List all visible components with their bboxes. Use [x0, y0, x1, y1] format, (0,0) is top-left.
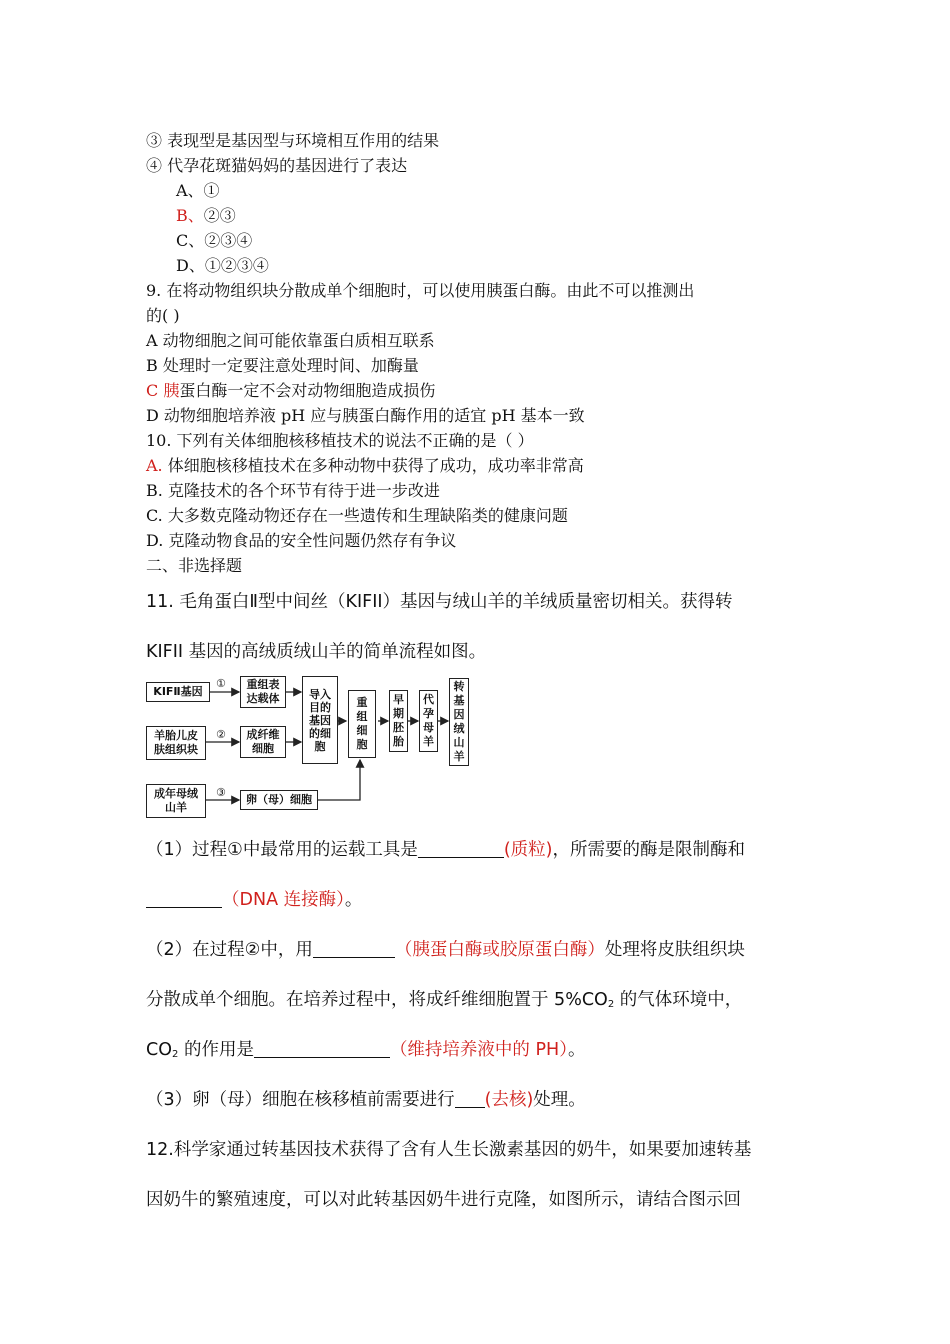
- fibroblast-line1: 成纤维: [246, 728, 280, 741]
- adult-goat-line1: 成年母绒: [154, 787, 198, 800]
- q9-option-c-rest: 蛋白酶一定不会对动物细胞造成损伤: [179, 381, 436, 400]
- adult-goat-line2: 山羊: [165, 801, 187, 814]
- q10-option-c: C. 大多数克隆动物还存在一些遗传和生理缺陷类的健康问题: [146, 506, 568, 525]
- q9-option-c-highlight: C 胰: [146, 381, 180, 400]
- option-b-text: ②③: [203, 206, 236, 225]
- surrogate-ewe-box: 代 孕 母 羊: [419, 690, 438, 752]
- statement-3: ③ 表现型是基因型与环境相互作用的结果: [146, 131, 440, 150]
- q11-part1-prefix: （1）过程①中最常用的运载工具是: [146, 840, 418, 860]
- q10-option-d: D. 克隆动物食品的安全性问题仍然存有争议: [146, 531, 457, 550]
- q11-part2-prefix: （2）在过程②中，用: [146, 940, 313, 960]
- answer-trypsin: （胰蛋白酶或胶原蛋白酶）: [394, 940, 605, 960]
- answer-blank: [313, 940, 395, 959]
- fetal-skin-box: [146, 726, 206, 760]
- q11-part1-line1: [146, 836, 745, 861]
- q11-part3-line: [146, 1086, 586, 1111]
- q11-stem-line1: 11. 毛角蛋白Ⅱ型中间丝（KIFII）基因与绒山羊的羊绒质量密切相关。获得转: [146, 592, 733, 612]
- answer-blank: [146, 890, 222, 909]
- q9-stem-line2: 的( ): [146, 306, 180, 325]
- recombinant-vector-box: [240, 676, 286, 708]
- step-1-label: ①: [216, 677, 226, 690]
- q11-part2-line2: 分散成单个细胞。在培养过程中，将成纤维细胞置于 $5\%CO_2$ 的气体环境中，: [146, 990, 743, 1010]
- q11-part2-line1: [146, 936, 745, 961]
- transgenic-goat-box: 转 基 因 绒 山 羊: [449, 678, 469, 766]
- q12-line2: 因奶牛的繁殖速度，可以对此转基因奶牛进行克隆，如图所示，请结合图示回: [146, 1190, 741, 1210]
- early-embryo-box: 早 期 胚 胎: [389, 690, 408, 752]
- option-a: A、①: [176, 181, 220, 200]
- q11-part2-line3: $CO_2$ 的作用是 （维持培养液中的 PH）。: [146, 1040, 586, 1060]
- q11-part3-prefix: （3）卵（母）细胞在核移植前需要进行: [146, 1090, 455, 1110]
- q12-line1: 12.科学家通过转基因技术获得了含有人生长激素基因的奶牛，如果要加速转基: [146, 1140, 752, 1160]
- fetal-skin-line1: 羊胎儿皮: [154, 729, 198, 742]
- q9-option-d: D 动物细胞培养液 pH 应与胰蛋白酶作用的适宜 pH 基本一致: [146, 406, 585, 425]
- q10-option-a-letter: A.: [146, 456, 163, 475]
- answer-dna-ligase: （DNA 连接酶）: [222, 890, 345, 910]
- q11-part3-suffix: 处理。: [533, 1090, 586, 1110]
- option-b: [176, 203, 236, 226]
- fibroblast-box: [240, 726, 286, 758]
- oocyte-box: 卵（母）细胞: [240, 790, 318, 810]
- fibroblast-line2: 细胞: [252, 742, 274, 755]
- kif-gene-box: KIFⅡ基因: [146, 682, 210, 702]
- option-d: D、①②③④: [176, 256, 269, 275]
- q11-part2-suffix: 处理将皮肤组织块: [604, 940, 745, 960]
- target-cell-text: 导入 目的 基因 的细 胞: [309, 687, 331, 753]
- answer-blank: [418, 840, 504, 859]
- answer-blank: [455, 1090, 485, 1109]
- recombinant-vector-line2: 达载体: [246, 692, 280, 705]
- option-b-letter: B、: [176, 206, 204, 225]
- answer-plasmid: (质粒): [503, 840, 553, 860]
- step-3-label: ③: [216, 786, 226, 799]
- q11-stem-line2: KIFII 基因的高绒质绒山羊的简单流程如图。: [146, 642, 487, 662]
- q10-option-b: B. 克隆技术的各个环节有待于进一步改进: [146, 481, 440, 500]
- q9-option-b: B 处理时一定要注意处理时间、加酶量: [146, 356, 419, 375]
- answer-blank: [254, 1040, 390, 1059]
- adult-goat-box: [146, 784, 206, 818]
- q10-stem: 10. 下列有关体细胞核移植技术的说法不正确的是（ ）: [146, 431, 534, 450]
- q11-part1-line2: [146, 886, 362, 911]
- recombinant-cell-box: 重 组 细 胞: [348, 690, 376, 758]
- statement-4: ④ 代孕花斑猫妈妈的基因进行了表达: [146, 156, 408, 175]
- q9-option-c: [146, 378, 435, 401]
- flow-diagram: [146, 672, 476, 820]
- q9-option-a: A 动物细胞之间可能依靠蛋白质相互联系: [146, 331, 435, 350]
- option-c: C、②③④: [176, 231, 253, 250]
- section-heading: 二、非选择题: [146, 556, 243, 575]
- target-cell-box: [302, 676, 338, 764]
- recombinant-vector-line1: 重组表: [246, 678, 280, 691]
- q11-part1-middle: ，所需要的酶是限制酶和: [552, 840, 745, 860]
- fetal-skin-line2: 肤组织块: [154, 743, 198, 756]
- answer-maintain-ph: （维持培养液中的 PH）: [389, 1040, 568, 1060]
- q9-stem-line1: 9. 在将动物组织块分散成单个细胞时，可以使用胰蛋白酶。由此不可以推测出: [146, 281, 695, 300]
- step-2-label: ②: [216, 728, 226, 741]
- q10-option-a-rest: 体细胞核移植技术在多种动物中获得了成功，成功率非常高: [162, 456, 584, 475]
- q11-part1-end: 。: [344, 890, 363, 910]
- q10-option-a: [146, 453, 584, 476]
- answer-enucleation: (去核): [484, 1090, 534, 1110]
